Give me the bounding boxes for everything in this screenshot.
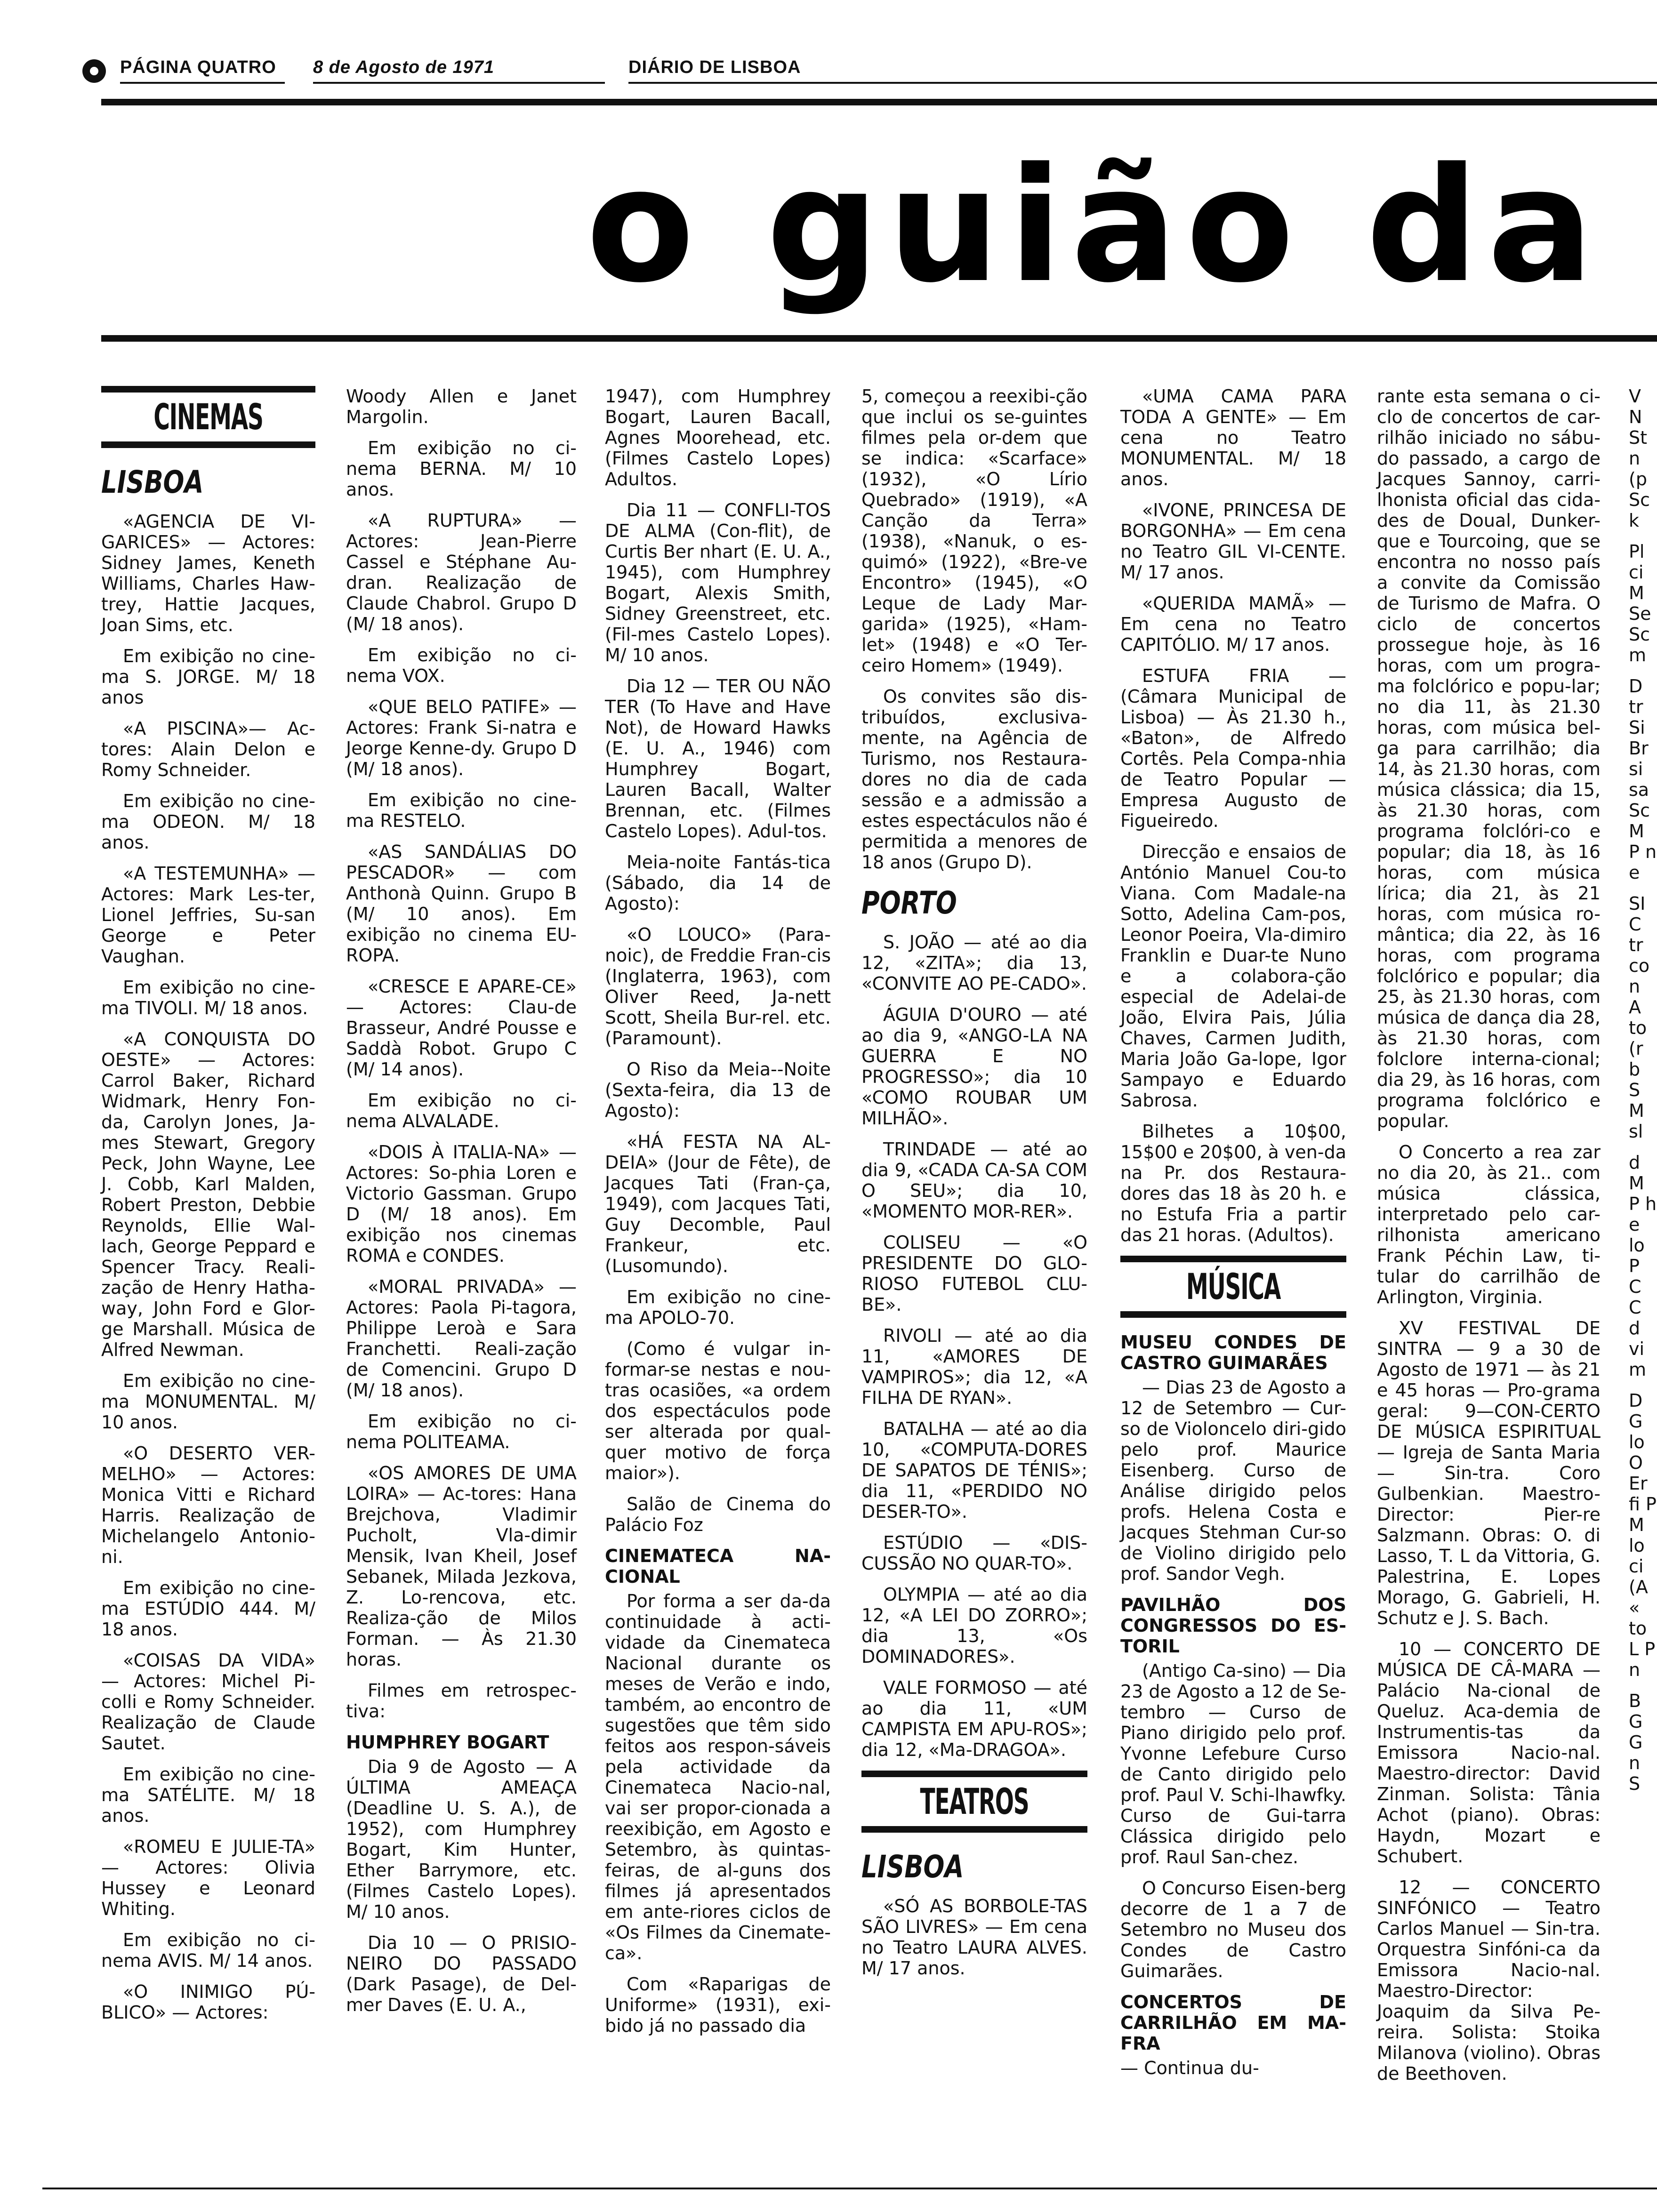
article-paragraph: 1947), com Humphrey Bogart, Lauren Bacall, Agnes Moorehead, etc. (Filmes Castelo Lopes) Adultos. xyxy=(605,386,831,489)
article-paragraph: OLYMPIA — até ao dia 12, «A LEI DO ZORRO»; dia 13, «Os DOMINADORES». xyxy=(861,1584,1087,1667)
article-paragraph: D tr Si Br si sa Sc M P n e xyxy=(1629,676,1657,883)
page-headline: o guião da xyxy=(586,134,1602,318)
article-paragraph: O Riso da Meia--Noite (Sexta-feira, dia 13 de Agosto): xyxy=(605,1059,831,1121)
article-paragraph: «QUERIDA MAMÃ» — Em cena no Teatro CAPITÓLIO. M/ 17 anos. xyxy=(1120,593,1346,655)
article-paragraph: D G lo O Er fi P M lo ci (A « to L P n xyxy=(1629,1390,1657,1680)
article-paragraph: 12 — CONCERTO SINFÓNICO — Teatro Carlos Manuel — Sin-tra. Orquestra Sinfóni-ca da Emissora Nacio-nal. Maestro-Director: Joaquim da Silva Pe-reira. Solista: Stoika Milanova (violino). Obras de Beethoven. xyxy=(1377,1877,1601,2084)
article-paragraph: rante esta semana o ci-clo de concertos de car-rilhão iniciado no sábu-do passado, a cargo de Jacques Sannoy, carri-lhonista oficial das cida-des de Doual, Dunker-que e Tourcoing, que se encontra no nosso país a convite da Comissão de Turismo de Mafra. O ciclo de concertos prossegue hoje, às 16 horas, com um progra-ma folclórico e popu-lar; no dia 11, às 21.30 horas, com música bel-ga para carrilhão; dia 14, às 21.30 horas, com música clássica; dia 15, às 21.30 horas, com programa folclóri-co e popular; dia 18, às 16 horas, com música lírica; dia 21, às 21 horas, com música ro-mântica; dia 22, às 16 horas, com programa folclórico e popular; dia 25, às 21.30 horas, com música de dança dia 28, às 21.30 horas, com folclore interna-cional; dia 29, às 16 horas, com programa folclórico e popular. xyxy=(1377,386,1601,1131)
article-paragraph: «OS AMORES DE UMA LOIRA» — Ac-tores: Hana Brejchova, Vladimir Pucholt, Vla-dimir Mensik, Ivan Kheil, Josef Sebanek, Milada Jezkova, Z. Lo-rencova, etc. Realiza-ção de Milos Forman. — Às 21.30 horas. xyxy=(346,1463,577,1670)
article-paragraph: S. JOÃO — até ao dia 12, «ZITA»; dia 13, «CONVITE AO PE-CADO». xyxy=(861,932,1087,994)
article-paragraph: Em exibição no cine-ma S. JORGE. M/ 18 anos xyxy=(101,646,315,708)
article-paragraph: «MORAL PRIVADA» — Actores: Paola Pi-tagora, Philippe Leroà e Sara Franchetti. Reali-zação de Comencini. Grupo D (M/ 18 anos). xyxy=(346,1276,577,1401)
article-paragraph: V N St n (p Sc k xyxy=(1629,386,1650,531)
article-paragraph: RIVOLI — até ao dia 11, «AMORES DE VAMPIROS»; dia 12, «A FILHA DE RYAN». xyxy=(861,1325,1087,1408)
article-paragraph: Dia 12 — TER OU NÃO TER (To Have and Have Not), de Howard Hawks (E. U. A., 1946) com Humphrey Bogart, Lauren Bacall, Walter Brennan, etc. (Filmes Castelo Lopes). Adul-tos. xyxy=(605,676,831,842)
article-paragraph: «CRESCE E APARE-CE» — Actores: Clau-de Brasseur, André Pousse e Saddà Robot. Grupo C (M/ 14 anos). xyxy=(346,976,577,1080)
article-paragraph: «A TESTEMUNHA» — Actores: Mark Les-ter, Lionel Jeffries, Su-san George e Peter Vaughan. xyxy=(101,863,315,967)
section-rule xyxy=(861,1771,1087,1777)
article-paragraph: (Como é vulgar in-formar-se nestas e nou-tras ocasiões, «a ordem dos espectáculos pode ser alterada por qual-quer motivo de força maior»). xyxy=(605,1338,831,1483)
article-paragraph: TRINDADE — até ao dia 9, «CADA CA-SA COM O SEU»; dia 10, «MOMENTO MOR-RER». xyxy=(861,1139,1087,1222)
section-heading xyxy=(861,1771,1087,1833)
top-rule xyxy=(101,99,1657,105)
article-paragraph: Em exibição no ci-nema BERNA. M/ 10 anos. xyxy=(346,438,577,500)
article-paragraph: Dia 11 — CONFLI-TOS DE ALMA (Con-flit), de Curtis Ber nhart (E. U. A., 1945), com Humphrey Bogart, Alexis Smith, Sidney Greenstreet, etc. (Fil-mes Castelo Lopes). M/ 10 anos. xyxy=(605,500,831,665)
article-paragraph: Em exibição no ci-nema VOX. xyxy=(346,645,577,686)
city-heading: PORTO xyxy=(861,885,957,921)
article-paragraph: «DOIS À ITALIA-NA» — Actores: So-phia Loren e Victorio Gassman. Grupo D (M/ 18 anos). Em exibição nos cinemas ROMA e CONDES. xyxy=(346,1142,577,1266)
header-underline xyxy=(313,82,605,84)
article-paragraph: O Concerto a rea zar no dia 20, às 21.. com música clássica, interpretado pelo car-rilhonista americano Frank Péchin Law, ti-tular do carrilhão de Arlington, Virginia. xyxy=(1377,1142,1601,1307)
section-heading xyxy=(101,386,315,448)
article-paragraph: «AGENCIA DE VI-GARICES» — Actores: Sidney James, Keneth Williams, Charles Haw-trey, Hattie Jacques, Joan Sims, etc. xyxy=(101,511,315,635)
article-paragraph: Dia 10 — O PRISIO-NEIRO DO PASSADO (Dark Pasage), de Del-mer Daves (E. U. A., xyxy=(346,1932,577,2015)
article-paragraph: Em exibição no ci-nema ALVALADE. xyxy=(346,1090,577,1131)
article-paragraph: «A RUPTURA» — Actores: Jean-Pierre Cassel e Stéphane Au-dran. Realização de Claude Chabrol. Grupo D (M/ 18 anos). xyxy=(346,510,577,634)
article-paragraph: B G G n S xyxy=(1629,1691,1643,1794)
column-3 xyxy=(605,386,831,2046)
article-paragraph: (Antigo Ca-sino) — Dia 23 de Agosto a 12 de Se-tembro — Curso de Piano dirigido pelo prof. Yvonne Lefebure Curso de Canto dirigido pelo prof. Paul V. Schi-lhawfky. Curso de Gui-tarra Clássica dirigido pelo prof. Raul San-chez. xyxy=(1120,1660,1346,1867)
article-paragraph: Em exibição no cine-ma SATÉLITE. M/ 18 anos. xyxy=(101,1764,315,1826)
column-1 xyxy=(101,386,315,2033)
subheading: HUMPHREY BOGART xyxy=(346,1732,549,1753)
section-title: CINEMAS xyxy=(153,396,263,438)
article-paragraph: «UMA CAMA PARA TODA A GENTE» — Em cena no Teatro MONUMENTAL. M/ 18 anos. xyxy=(1120,386,1346,489)
article-paragraph: «AS SANDÁLIAS DO PESCADOR» — com Anthonà Quinn. Grupo B (M/ 10 anos). Em exibição no cinema EU-ROPA. xyxy=(346,842,577,966)
article-paragraph: 5, começou a reexibi-ção que inclui os se-guintes filmes pela or-dem que se indica: «Scarface» (1932), «O Lírio Quebrado» (1919), «A Canção da Terra» (1938), «Nanuk, o es-quimó» (1922), «Bre-ve Encontro» (1945), «O Leque de Lady Mar-garida» (1925), «Ham-let» (1948) e «O Ter-ceiro Homem» (1949). xyxy=(861,386,1087,676)
article-paragraph: Em exibição no cine-ma ESTÚDIO 444. M/ 18 anos. xyxy=(101,1578,315,1640)
page-section-label: PÁGINA QUATRO xyxy=(120,57,276,77)
article-paragraph: Em exibição no cine-ma RESTELO. xyxy=(346,790,577,831)
article-paragraph: Em exibição no ci-nema POLITEAMA. xyxy=(346,1411,577,1452)
subheading: MUSEU CONDES DE CASTRO GUIMARÃES xyxy=(1120,1332,1346,1373)
section-rule xyxy=(101,386,315,393)
article-paragraph: Direcção e ensaios de António Manuel Cou-to Viana. Com Madale-na Sotto, Adelina Cam-pos, Leonor Poeira, Vla-dimiro Franklin e Duar-te Nuno e a colabora-ção especial de Adelai-de João, Elvira Pais, Júlia Chaves, Carmen Judith, Maria João Ga-lope, Igor Sampayo e Eduardo Sabrosa. xyxy=(1120,842,1346,1111)
article-paragraph: «O DESERTO VER-MELHO» — Actores: Monica Vitti e Richard Harris. Realização de Michelangelo Antonio-ni. xyxy=(101,1443,315,1567)
article-paragraph: Em exibição no cine-ma MONUMENTAL. M/ 10 anos. xyxy=(101,1370,315,1433)
article-paragraph: «IVONE, PRINCESA DE BORGONHA» — Em cena no Teatro GIL VI-CENTE. M/ 17 anos. xyxy=(1120,500,1346,583)
article-paragraph: XV FESTIVAL DE SINTRA — 9 a 30 de Agosto de 1971 — às 21 e 45 horas — Pro-grama geral: 9—CON-CERTO DE MÚSICA ESPIRITUAL — Igreja de Santa Maria — Sin-tra. Coro Gulbenkian. Maestro-Director: Pier-re Salzmann. Obras: O. di Lasso, T. L da Vittoria, G. Palestrina, E. Lopes Morago, G. Gabrieli, H. Schutz e J. S. Bach. xyxy=(1377,1318,1601,1628)
column-7-cut xyxy=(1629,386,1657,1804)
page-date: 8 de Agosto de 1971 xyxy=(313,57,495,77)
article-paragraph: Em exibição no cine-ma ODEON. M/ 18 anos. xyxy=(101,791,315,853)
section-heading xyxy=(1120,1256,1346,1318)
article-paragraph: Salão de Cinema do Palácio Foz xyxy=(605,1494,831,1535)
header-bullet-icon xyxy=(82,59,106,83)
article-paragraph: «A CONQUISTA DO OESTE» — Actores: Carrol Baker, Richard Widmark, Henry Fon-da, Carolyn Jones, Ja-mes Stewart, Gregory Peck, John Wayne, Lee J. Cobb, Karl Malden, Robert Preston, Debbie Reynolds, Ellie Wal-lach, George Peppard e Spencer Tracy. Reali-zação de Henry Hatha-way, John Ford e Glor-ge Marshall. Música de Alfred Newman. xyxy=(101,1029,315,1360)
column-5 xyxy=(1120,386,1346,2089)
article-paragraph: Os convites são dis-tribuídos, exclusiva-mente, na Agência de Turismo, nos Restaura-dores no dia de cada sessão e a admissão a estes espectáculos não é permitida a menores de 18 anos (Grupo D). xyxy=(861,686,1087,873)
article-paragraph: «COISAS DA VIDA» — Actores: Michel Pi-colli e Romy Schneider. Realização de Claude Sautet. xyxy=(101,1650,315,1754)
article-paragraph: «QUE BELO PATIFE» — Actores: Frank Si-natra e Jeorge Kenne-dy. Grupo D (M/ 18 anos). xyxy=(346,697,577,779)
headline-rule xyxy=(101,335,1657,342)
article-paragraph: «HÁ FESTA NA AL-DEIA» (Jour de Fête), de Jacques Tati (Fran-ça, 1949), com Jacques Tati, Guy Decomble, Paul Frankeur, etc. (Lusomundo). xyxy=(605,1131,831,1276)
column-4 xyxy=(861,386,1087,1989)
article-paragraph: ESTÚDIO — «DIS-CUSSÃO NO QUAR-TO». xyxy=(861,1532,1087,1574)
city-heading: LISBOA xyxy=(861,1849,964,1885)
article-paragraph: — Continua du- xyxy=(1120,2058,1259,2078)
article-paragraph: Em exibição no cine-ma TIVOLI. M/ 18 anos. xyxy=(101,977,315,1018)
article-paragraph: Em exibição no cine-ma APOLO-70. xyxy=(605,1287,831,1328)
section-rule xyxy=(861,1826,1087,1833)
article-paragraph: ESTUFA FRIA — (Câmara Municipal de Lisboa) — Às 21.30 h., «Baton», de Alfredo Cortês. Pela Compa-nhia de Teatro Popular — Empresa Augusto de Figueiredo. xyxy=(1120,665,1346,831)
article-paragraph: 10 — CONCERTO DE MÚSICA DE CÂ-MARA — Palácio Na-cional de Queluz. Aca-demia de Instrumentis-tas da Emissora Nacio-nal. Maestro-director: David Zinman. Solista: Tânia Achot (piano). Obras: Haydn, Mozart e Schubert. xyxy=(1377,1639,1601,1867)
article-paragraph: Woody Allen e Janet Margolin. xyxy=(346,386,577,427)
city-heading: LISBOA xyxy=(101,464,204,500)
article-paragraph: d M P h e lo P C C d vi m xyxy=(1629,1152,1657,1380)
article-paragraph: Meia-noite Fantás-tica (Sábado, dia 14 de Agosto): xyxy=(605,852,831,914)
section-title: MÚSICA xyxy=(1186,1266,1281,1307)
newspaper-name: DIÁRIO DE LISBOA xyxy=(628,57,801,77)
page-header xyxy=(82,56,1657,84)
article-paragraph: — Dias 23 de Agosto a 12 de Setembro — Cur-so de Violoncelo diri-gido pelo prof. Maurice Eisenberg. Curso de Análise dirigido pelos profs. Helena Costa e Jacques Stehman Cur-so de Violino dirigido pelo prof. Sandor Vegh. xyxy=(1120,1377,1346,1584)
article-paragraph: «SÓ AS BORBOLE-TAS SÃO LIVRES» — Em cena no Teatro LAURA ALVES. M/ 17 anos. xyxy=(861,1896,1087,1979)
footer-rule xyxy=(42,2188,1657,2189)
article-paragraph: ÁGUIA D'OURO — até ao dia 9, «ANGO-LA NA GUERRA E NO PROGRESSO»; dia 10 «COMO ROUBAR UM MILHÃO». xyxy=(861,1004,1087,1129)
section-title: TEATROS xyxy=(920,1780,1029,1822)
article-paragraph: SI C tr co n A to (r b S M sl xyxy=(1629,893,1650,1142)
article-paragraph: Filmes em retrospec-tiva: xyxy=(346,1680,577,1722)
column-2 xyxy=(346,386,577,2026)
article-paragraph: Com «Raparigas de Uniforme» (1931), exi-bido já no passado dia xyxy=(605,1974,831,2036)
subheading: CONCERTOS DE CARRILHÃO EM MA-FRA xyxy=(1120,1992,1346,2054)
article-paragraph: «O INIMIGO PÚ-BLICO» — Actores: xyxy=(101,1981,315,2023)
subheading: PAVILHÃO DOS CONGRESSOS DO ES-TORIL xyxy=(1120,1595,1346,1657)
header-underline xyxy=(628,82,1657,84)
article-paragraph: Em exibição no ci-nema AVIS. M/ 14 anos. xyxy=(101,1930,315,1971)
section-rule xyxy=(1120,1311,1346,1318)
subheading: CINEMATECA NA-CIONAL xyxy=(605,1546,831,1587)
article-paragraph: Pl ci M Se Sc m xyxy=(1629,541,1651,665)
article-paragraph: Dia 9 de Agosto — A ÚLTIMA AMEAÇA (Deadline U. S. A.), de 1952), com Humphrey Bogart, Kim Hunter, Ether Barrymore, etc. (Filmes Castelo Lopes). M/ 10 anos. xyxy=(346,1756,577,1922)
section-rule xyxy=(101,441,315,448)
article-paragraph: Bilhetes a 10$00, 15$00 e 20$00, à ven-da na Pr. dos Restaura-dores das 18 às 20 h. e no Estufa Fria a partir das 21 horas. (Adultos). xyxy=(1120,1121,1346,1245)
article-paragraph: VALE FORMOSO — até ao dia 11, «UM CAMPISTA EM APU-ROS»; dia 12, «Ma-DRAGOA». xyxy=(861,1677,1087,1760)
article-paragraph: O Concurso Eisen-berg decorre de 1 a 7 de Setembro no Museu dos Condes de Castro Guimarães. xyxy=(1120,1878,1346,1981)
article-paragraph: COLISEU — «O PRESIDENTE DO GLO-RIOSO FUTEBOL CLU-BE». xyxy=(861,1232,1087,1315)
header-underline xyxy=(120,82,285,84)
column-6 xyxy=(1377,386,1601,2094)
section-rule xyxy=(1120,1256,1346,1262)
article-paragraph: «ROMEU E JULIE-TA» — Actores: Olivia Hussey e Leonard Whiting. xyxy=(101,1836,315,1919)
article-paragraph: BATALHA — até ao dia 10, «COMPUTA-DORES DE SAPATOS DE TÉNIS»; dia 11, «PERDIDO NO DESER-TO». xyxy=(861,1419,1087,1522)
article-paragraph: Por forma a ser da-da continuidade à acti-vidade da Cinemateca Nacional durante os meses de Verão e indo, também, ao encontro de sugestões que têm sido feitos aos respon-sáveis pela actividade da Cinemateca Nacio-nal, vai ser propor-cionada a reexibição, em Agosto e Setembro, às quintas-feiras, de al-guns dos filmes já apresentados em ante-riores ciclos de «Os Filmes da Cinemate-ca». xyxy=(605,1591,831,1964)
article-paragraph: «O LOUCO» (Para-noic), de Freddie Fran-cis (Inglaterra, 1963), com Oliver Reed, Ja-nett Scott, Sheila Bur-rel. etc. (Paramount). xyxy=(605,924,831,1049)
article-paragraph: «A PISCINA»— Ac-tores: Alain Delon e Romy Schneider. xyxy=(101,718,315,780)
